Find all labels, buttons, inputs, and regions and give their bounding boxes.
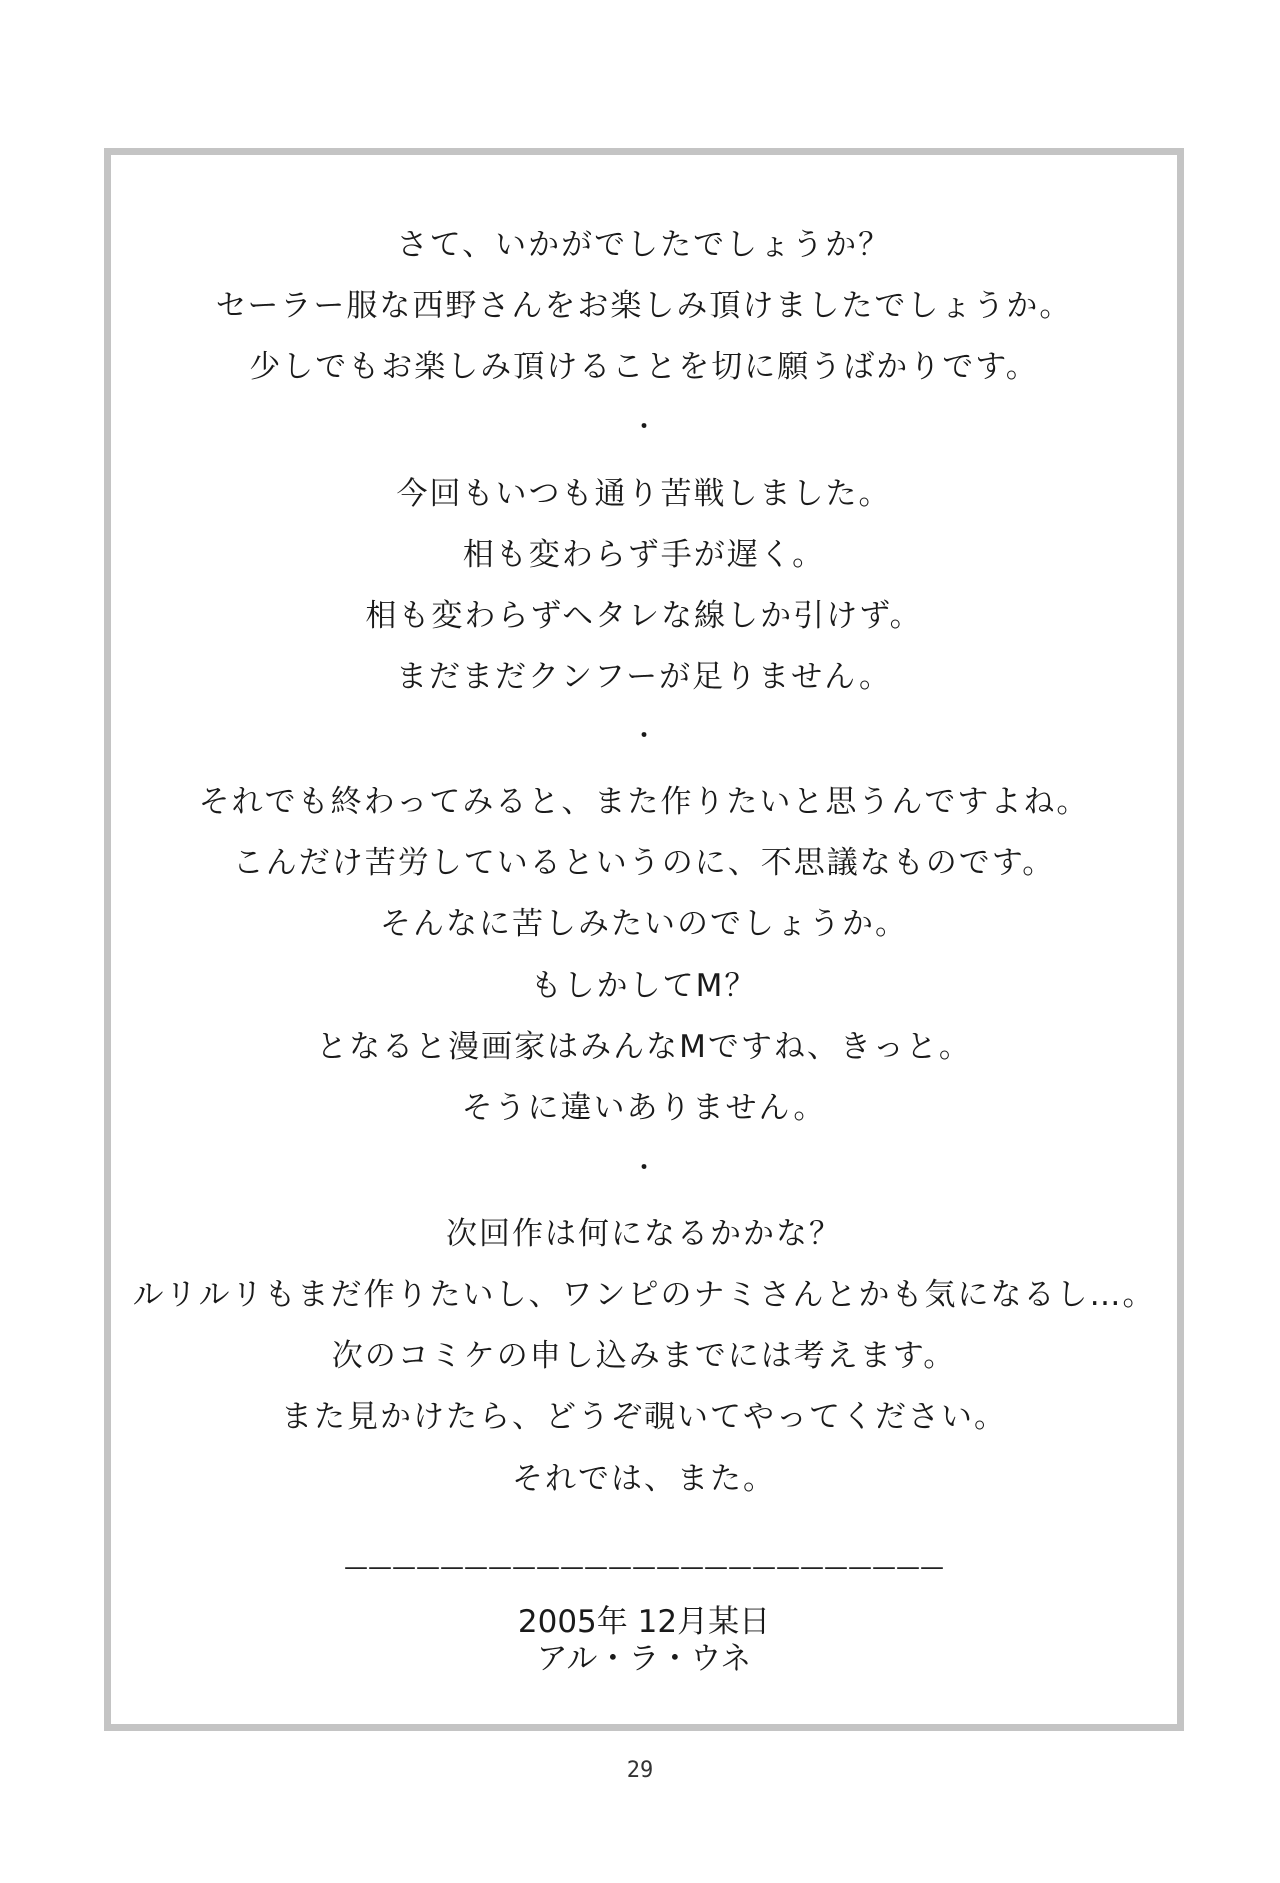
text-line: 相も変わらず手が遅く。 xyxy=(462,537,826,573)
text-line: さて、いかがでしたでしょうか？ xyxy=(396,227,892,263)
text-line: ルリルリもまだ作りたいし、ワンピのナミさんとかも気になるし…。 xyxy=(132,1277,1156,1313)
text-line: そんなに苦しみたいのでしょうか。 xyxy=(380,906,908,942)
text-line: まだまだクンフーが足りません。 xyxy=(396,659,892,695)
signature-date: 2005年 12月某日 xyxy=(517,1604,771,1640)
section-separator: ・ xyxy=(632,724,655,749)
section-separator: ・ xyxy=(632,415,655,440)
text-line: 今回もいつも通り苦戦しました。 xyxy=(396,476,892,512)
text-line: こんだけ苦労しているというのに、不思議なものです。 xyxy=(232,845,1056,881)
text-line: それでは、また。 xyxy=(512,1461,776,1497)
section-separator: ・ xyxy=(632,1156,655,1181)
text-line: 次回作は何になるかかな？ xyxy=(446,1216,842,1252)
text-line: そうに違いありません。 xyxy=(461,1090,827,1126)
text-line: もしかしてM？ xyxy=(530,968,758,1004)
text-line: となると漫画家はみんなMですね、きっと。 xyxy=(316,1029,972,1065)
signature-author: アル・ラ・ウネ xyxy=(536,1641,752,1677)
text-line: セーラー服な西野さんをお楽しみ頂けましたでしょうか。 xyxy=(215,288,1073,324)
page-number: 29 xyxy=(626,1758,654,1783)
text-line: 相も変わらずヘタレな線しか引けず。 xyxy=(365,598,923,634)
text-line: それでも終わってみると、また作りたいと思うんですよね。 xyxy=(198,784,1090,820)
text-line: 次のコミケの申し込みまでには考えます。 xyxy=(331,1338,957,1374)
text-line: また見かけたら、どうぞ覗いてやってください。 xyxy=(281,1399,1007,1435)
signature-divider: ————————————————————————— xyxy=(344,1553,944,1581)
text-line: 少しでもお楽しみ頂けることを切に願うばかりです。 xyxy=(249,349,1039,385)
